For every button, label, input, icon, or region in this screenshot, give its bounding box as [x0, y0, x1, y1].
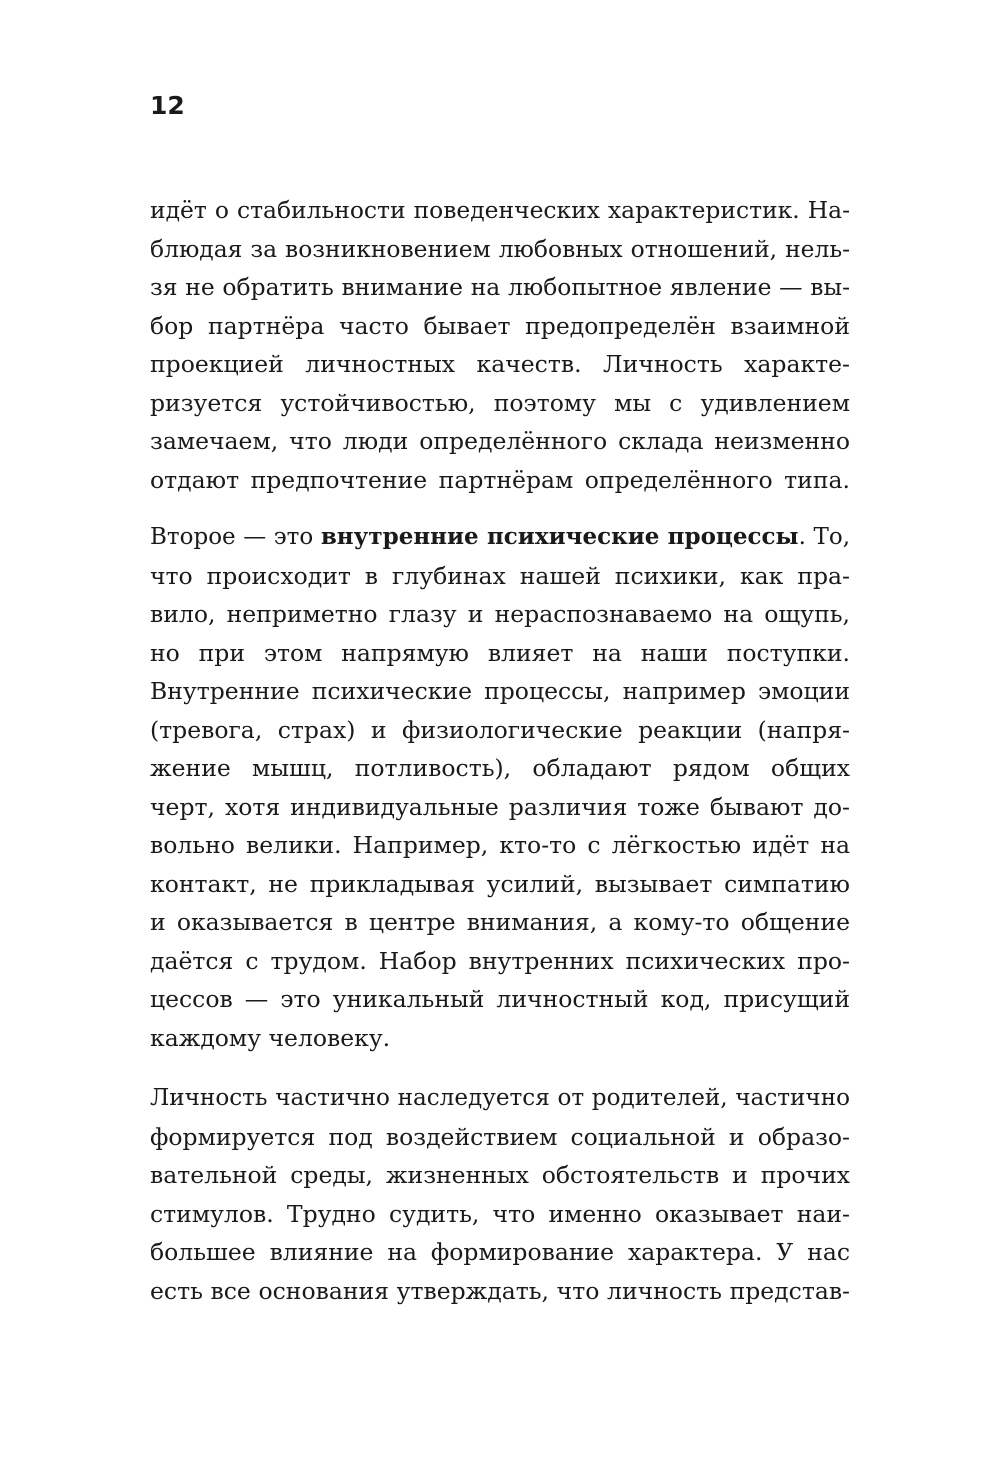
text-line: стимулов. Трудно судить, что именно оказывает наи- — [150, 1199, 850, 1228]
text-line: есть все основания утверждать, что личность представ- — [150, 1276, 850, 1305]
text-line: Личность частично наследуется от родителей, частично — [150, 1085, 850, 1111]
text-run: Второе — это — [150, 524, 321, 550]
text-line: вательной среды, жизненных обстоятельств и прочих — [150, 1161, 850, 1189]
text-line: идёт о стабильности поведенческих характеристик. На- — [150, 196, 850, 224]
text-line: зя не обратить внимание на любопытное явление — вы- — [150, 273, 850, 301]
text-line: но при этом напрямую влияет на наши поступки. — [150, 638, 850, 667]
paragraph-1 — [150, 191, 850, 499]
text-line: контакт, не прикладывая усилий, вызывает симпатию — [150, 869, 850, 898]
text-line: Внутренние психические процессы, например эмоции — [150, 677, 850, 705]
text-line: отдают предпочтение партнёрам определённого типа. — [150, 465, 850, 494]
text-line-with-emphasis — [150, 518, 850, 557]
text-line: даётся с трудом. Набор внутренних психических про- — [150, 946, 850, 975]
text-line: (тревога, страх) и физиологические реакции (напря- — [150, 715, 850, 744]
text-line: жение мышц, потливость), обладают рядом общих — [150, 754, 850, 782]
paragraph-2 — [150, 518, 850, 1057]
text-line: каждому человеку. — [150, 1023, 391, 1052]
text-line: блюдая за возникновением любовных отношений, нель- — [150, 234, 850, 263]
text-line: вольно велики. Например, кто-то с лёгкостью идёт на — [150, 831, 850, 859]
text-line: бор партнёра часто бывает предопределён взаимной — [150, 311, 850, 340]
bold-term: внутренние психические процессы — [320, 523, 799, 550]
page-number: 12 — [150, 91, 185, 120]
text-line: что происходит в глубинах нашей психики, как пра- — [150, 561, 850, 590]
paragraph-3 — [150, 1079, 850, 1310]
text-line: цессов — это уникальный личностный код, присущий — [150, 985, 850, 1013]
text-line: формируется под воздействием социальной и образо- — [150, 1122, 850, 1151]
text-run: . То, — [798, 524, 851, 550]
text-line: замечаем, что люди определённого склада неизменно — [150, 427, 850, 455]
text-line: вило, неприметно глазу и нераспознаваемо на ощупь, — [150, 600, 850, 628]
text-line: большее влияние на формирование характера. У нас — [150, 1238, 850, 1266]
text-line: черт, хотя индивидуальные различия тоже бывают до- — [150, 792, 850, 821]
text-line: ризуется устойчивостью, поэтому мы с удивлением — [150, 388, 850, 417]
text-line: проекцией личностных качеств. Личность характе- — [150, 350, 850, 378]
text-line: и оказывается в центре внимания, а кому-то общение — [150, 908, 850, 936]
